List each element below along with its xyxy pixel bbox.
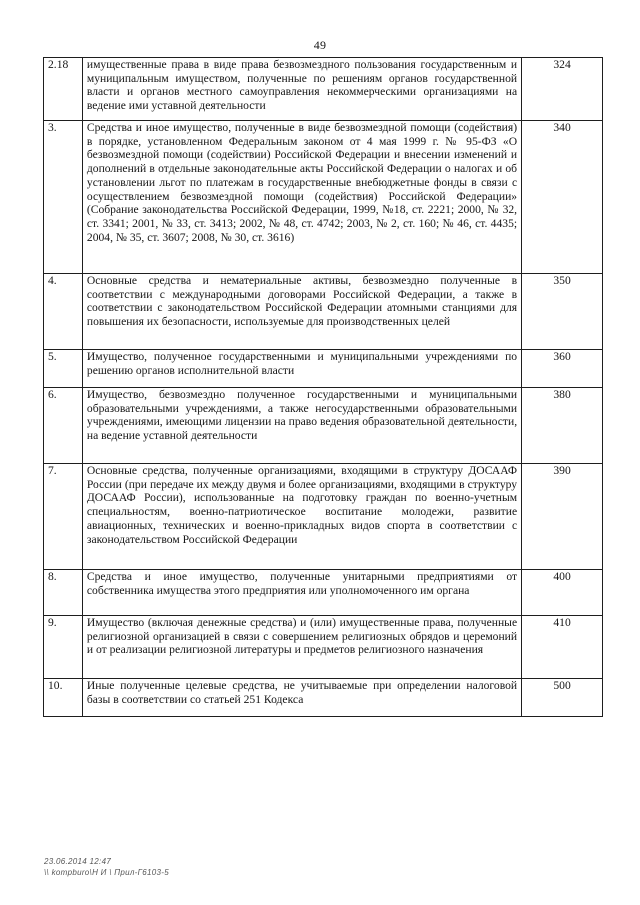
- table-row: [44, 274, 603, 350]
- row-code: 410: [522, 616, 603, 679]
- row-number: 9.: [44, 616, 83, 679]
- row-code: 400: [522, 570, 603, 616]
- row-description: Имущество, полученное государственными и муниципальными учреждениями по решению органов исполнительной власти: [82, 350, 521, 388]
- row-code: 500: [522, 679, 603, 717]
- table-row: [44, 58, 603, 121]
- row-description: Средства и иное имущество, полученные унитарными предприятиями от собственника имущества этого предприятия или уполномоченного им органа: [82, 570, 521, 616]
- table-row: [44, 616, 603, 679]
- table-row: [44, 350, 603, 388]
- row-description: Основные средства и нематериальные активы, безвозмездно полученные в соответствии с международными договорами Российской Федерации, а также в соответствии с законодательством Российской Федерации атомными станциями для повышения их безопасности, используемые для производственных целей: [82, 274, 521, 350]
- row-number: 7.: [44, 464, 83, 570]
- row-description: Иные полученные целевые средства, не учитываемые при определении налоговой базы в соответствии со статьей 251 Кодекса: [82, 679, 521, 717]
- row-code: 380: [522, 388, 603, 464]
- row-number: 8.: [44, 570, 83, 616]
- table-row: [44, 679, 603, 717]
- row-number: 5.: [44, 350, 83, 388]
- row-number: 10.: [44, 679, 83, 717]
- table-row: [44, 388, 603, 464]
- page-number: 49: [313, 38, 327, 52]
- table-row: [44, 570, 603, 616]
- row-number: 2.18: [44, 58, 83, 121]
- row-description: Имущество, безвозмездно полученное государственными и муниципальными образовательными учреждениями, а также негосударственными образовательными учреждениями, имеющими лицензии на право ведения образовательной деятельности, на ведение уставной деятельности: [82, 388, 521, 464]
- table-row: [44, 121, 603, 274]
- row-code: 324: [522, 58, 603, 121]
- row-number: 6.: [44, 388, 83, 464]
- row-code: 390: [522, 464, 603, 570]
- income-codes-table: [43, 57, 603, 717]
- row-description: Средства и иное имущество, полученные в виде безвозмездной помощи (содействия) в порядке, установленном Федеральным законом от 4 мая 1999 г. № 95-ФЗ «О безвозмездной помощи (содействии) Российской Федерации и внесении изменений и дополнений в отдельные законодательные акты Российской Федерации о налогах и об установлении льгот по платежам в государственные внебюджетные фонды в связи с осуществлением безвозмездной помощи (содействия) Российской Федерации» (Собрание законодательства Российской Федерации, 1999, №18, ст. 2221; 2000, № 32, ст. 3341; 2001, № 33, ст. 3413; 2002, № 48, ст. 4742; 2003, № 2, ст. 160; № 46, ст. 4435; 2004, № 35, ст. 3607; 2008, № 30, ст. 3616): [82, 121, 521, 274]
- row-description: Основные средства, полученные организациями, входящими в структуру ДОСААФ России (при передаче их между двумя и более организациями, входящими в структуру ДОСААФ России), использованные на подготовку граждан по военно-учетным специальностям, военно-патриотическое воспитание молодежи, развитие авиационных, технических и военно-прикладных видов спорта в соответствии с законодательством Российской Федерации: [82, 464, 521, 570]
- row-description: Имущество (включая денежные средства) и (или) имущественные права, полученные религиозной организацией в связи с совершением религиозных обрядов и церемоний и от реализации религиозной литературы и предметов религиозного назначения: [82, 616, 521, 679]
- row-number: 3.: [44, 121, 83, 274]
- row-code: 340: [522, 121, 603, 274]
- row-description: имущественные права в виде права безвозмездного пользования государственным и муниципальным имуществом, полученные по решениям органов государственной власти и органов местного самоуправления некоммерческими организациями на ведение ими уставной деятельности: [82, 58, 521, 121]
- table-row: [44, 464, 603, 570]
- row-code: 350: [522, 274, 603, 350]
- footer-timestamp: 23.06.2014 12:47: [44, 857, 112, 866]
- row-code: 360: [522, 350, 603, 388]
- footer-file-path: \\ kompburo\Н И \ Прил-Г6103-5: [44, 868, 169, 877]
- row-number: 4.: [44, 274, 83, 350]
